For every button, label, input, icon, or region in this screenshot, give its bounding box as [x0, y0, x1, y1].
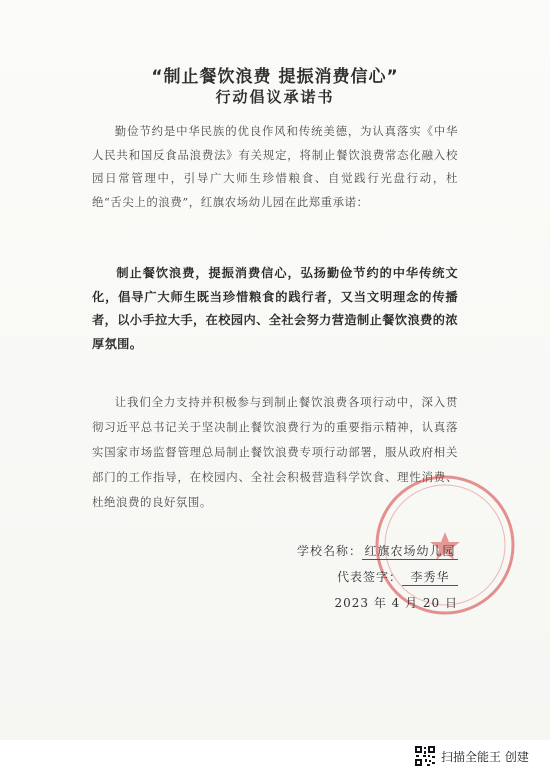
qr-code-icon — [414, 745, 436, 767]
paragraph-intro: 勤俭节约是中华民族的优良作风和传统美德，为认真落实《中华人民共和国反食品浪费法》有关规定，将制止餐饮浪费常态化融入校园日常管理中，引导广大师生珍惜粮食、自觉践行光盘行动，杜绝“舌尖上的浪费”，红旗农场幼儿园在此郑重承诺： — [92, 124, 458, 209]
signature-school-row — [297, 542, 458, 560]
document-subtitle: 行动倡议承诺书 — [215, 88, 335, 106]
signature-rep-row — [337, 568, 458, 586]
representative-signature: 李秀华 — [402, 568, 458, 586]
school-name-value: 红旗农场幼儿园 — [362, 542, 458, 560]
representative-label: 代表签字： — [336, 570, 402, 584]
document-title: “制止餐饮浪费 提振消费信心” — [151, 67, 399, 87]
signature-date: 2023 年 4 月 20 日 — [334, 596, 458, 610]
scanner-watermark-label: 扫描全能王 创建 — [441, 750, 529, 764]
paragraph-commitment: 制止餐饮浪费，提振消费信心，弘扬勤俭节约的中华传统文化，倡导广大师生既当珍惜粮食的践行者，又当文明理念的传播者，以小手拉大手，在校园内、全社会努力营造制止餐饮浪费的浓厚氛围。 — [92, 266, 458, 351]
paragraph-action: 让我们全力支持并积极参与到制止餐饮浪费各项行动中，深入贯彻习近平总书记关于坚决制止餐饮浪费行为的重要指示精神，认真落实国家市场监督管理总局制止餐饮浪费专项行动部署，服从政府相关部门的工作指导，在校园内、全社会积极营造科学饮食、理性消费、杜绝浪费的良好氛围。 — [92, 395, 458, 509]
school-name-label: 学校名称： — [296, 544, 362, 558]
